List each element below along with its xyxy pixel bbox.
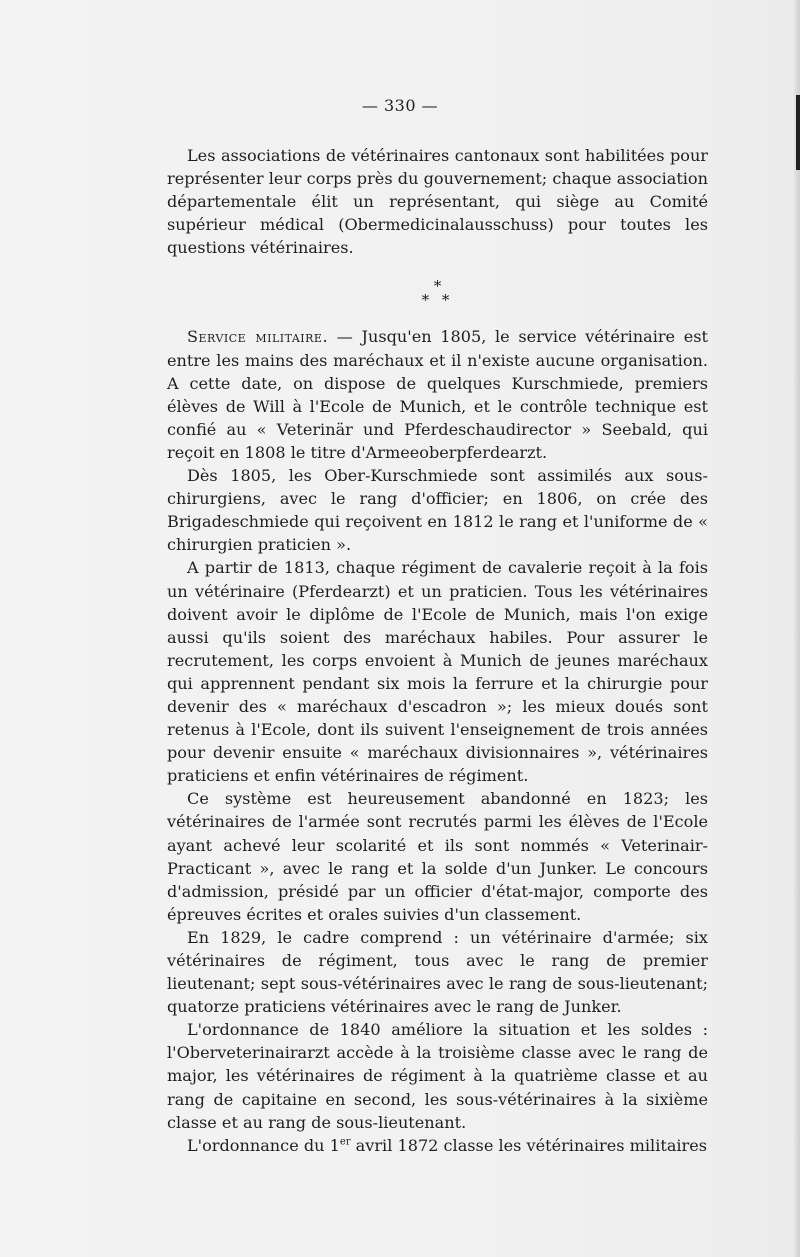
separator-top: * <box>433 277 442 296</box>
page-body <box>167 144 708 1157</box>
paragraph-7-end: avril 1872 classe les vétérinaires militaires <box>350 1135 708 1155</box>
ordinal-superscript: er <box>339 1136 351 1148</box>
paragraph-1-text: — Jusqu'en 1805, le service vétérinaire est entre les mains des maréchaux et il n'existe aucune organisation. A cette date, on dispose de quelques Kurschmiede, premiers élèves de Will à l'Ecole de Munich, et le contrôle technique est confié au « Veterinär und Pferdeschaudirector » Seebald, qui reçoit en 1808 le titre d'Armeeoberpferdearzt. <box>167 327 708 462</box>
paragraph-6: L'ordonnance de 1840 améliore la situation et les soldes : l'Oberveterinairarzt accède à la troisième classe avec le rang de major, les vétérinaires de régiment à la quatrième classe et au rang de capitaine en second, les sous-vétérinaires à la sixième classe et au rang de sous-lieutenant. <box>167 1020 708 1132</box>
paragraph-intro: Les associations de vétérinaires cantonaux sont habilitées pour représenter leur corps près du gouvernement; chaque association départementale élit un représentant, qui siège au Comité supérieur médical (Obermedicinalausschuss) pour toutes les questions vétérinaires. <box>167 146 708 258</box>
paragraph-7-start: L'ordonnance du 1 <box>187 1135 340 1155</box>
separator-bottom: * * <box>421 291 454 310</box>
paragraph-4: Ce système est heureusement abandonné en 1823; les vétérinaires de l'armée sont recrutés parmi les élèves de l'Ecole ayant achevé leur scolarité et ils sont nommés « Veterinair-Practicant », avec le rang et la solde d'un Junker. Le concours d'admission, présidé par un officier d'état-major, comporte des épreuves écrites et orales suivies d'un classement. <box>167 789 708 924</box>
paragraph-2: Dès 1805, les Ober-Kurschmiede sont assimilés aux sous-chirurgiens, avec le rang d'officier; en 1806, on crée des Brigadeschmiede qui reçoivent en 1812 le rang et l'uniforme de « chirurgien praticien ». <box>167 466 708 555</box>
page-number: — 330 — <box>361 96 439 115</box>
paragraph-5: En 1829, le cadre comprend : un vétérinaire d'armée; six vétérinaires de régiment, tous avec le rang de premier lieutenant; sept sous-vétérinaires avec le rang de sous-lieutenant; quatorze praticiens vétérinaires avec le rang de Junker. <box>167 927 708 1017</box>
paragraph-7 <box>167 1134 708 1157</box>
section-separator <box>167 277 708 310</box>
page-edge-shadow <box>794 0 800 1257</box>
paragraph-3: A partir de 1813, chaque régiment de cavalerie reçoit à la fois un vétérinaire (Pferdearzt) et un praticien. Tous les vétérinaires doivent avoir le diplôme de l'Ecole de Munich, mais l'on exige aussi qu'ils soient des maréchaux habiles. Pour assurer le recrutement, les corps envoient à Munich de jeunes maréchaux qui apprennent pendant six mois la ferrure et la chirurgie pour devenir des « maréchaux d'escadron »; les mieux doués sont retenus à l'Ecole, dont ils suivent l'enseignement de trois années pour devenir ensuite « maréchaux divisionnaires », vétérinaires praticiens et enfin vétérinaires de régiment. <box>167 558 708 786</box>
paragraph-service-militaire <box>167 325 708 464</box>
section-heading: Service militaire. <box>187 327 329 347</box>
